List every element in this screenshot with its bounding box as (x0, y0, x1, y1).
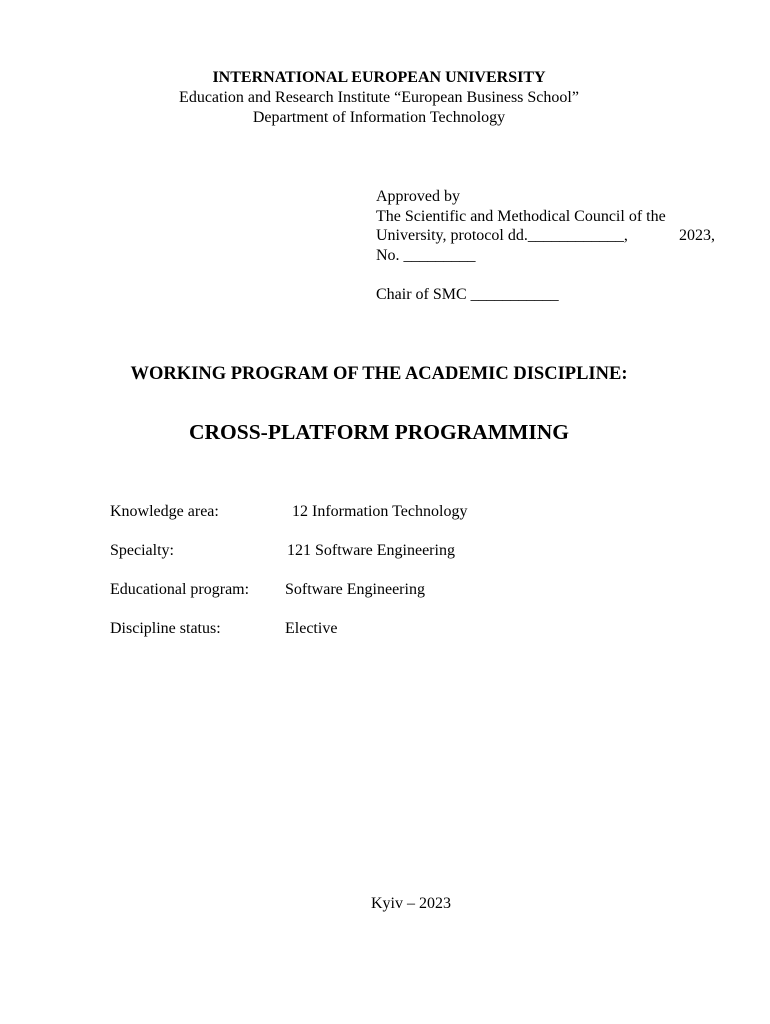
info-value: Elective (285, 620, 338, 637)
protocol-year: 2023, (679, 227, 715, 244)
info-label: Educational program: (110, 581, 250, 598)
info-label: Specialty: (110, 542, 174, 559)
approval-block (376, 187, 716, 304)
footer-text: Kyiv – 2023 (371, 895, 451, 912)
protocol-text: University, protocol dd.____________, (376, 227, 628, 244)
spacer (376, 265, 716, 285)
approved-by-text: Approved by (376, 188, 460, 205)
protocol-number: No. _________ (376, 246, 476, 264)
institute-name: Education and Research Institute “European Business School” (179, 89, 579, 106)
place-and-year (54, 895, 770, 913)
discipline-title: CROSS-PLATFORM PROGRAMMING (188, 420, 569, 444)
protocol-line (376, 226, 715, 246)
university-name: INTERNATIONAL EUROPEAN UNIVERSITY (212, 69, 546, 86)
council-text: The Scientific and Methodical Council of the (376, 207, 666, 225)
info-label: Discipline status: (110, 620, 221, 637)
department-name: Department of Information Technology (252, 109, 506, 126)
info-value: Software Engineering (285, 581, 425, 598)
program-title: WORKING PROGRAM OF THE ACADEMIC DISCIPLINE: (130, 364, 628, 384)
info-value: 12 Information Technology (292, 503, 468, 520)
document-header (0, 68, 764, 128)
info-value: 121 Software Engineering (287, 542, 455, 559)
info-label: Knowledge area: (110, 503, 219, 520)
chair-signature-line: Chair of SMC ___________ (376, 285, 559, 303)
